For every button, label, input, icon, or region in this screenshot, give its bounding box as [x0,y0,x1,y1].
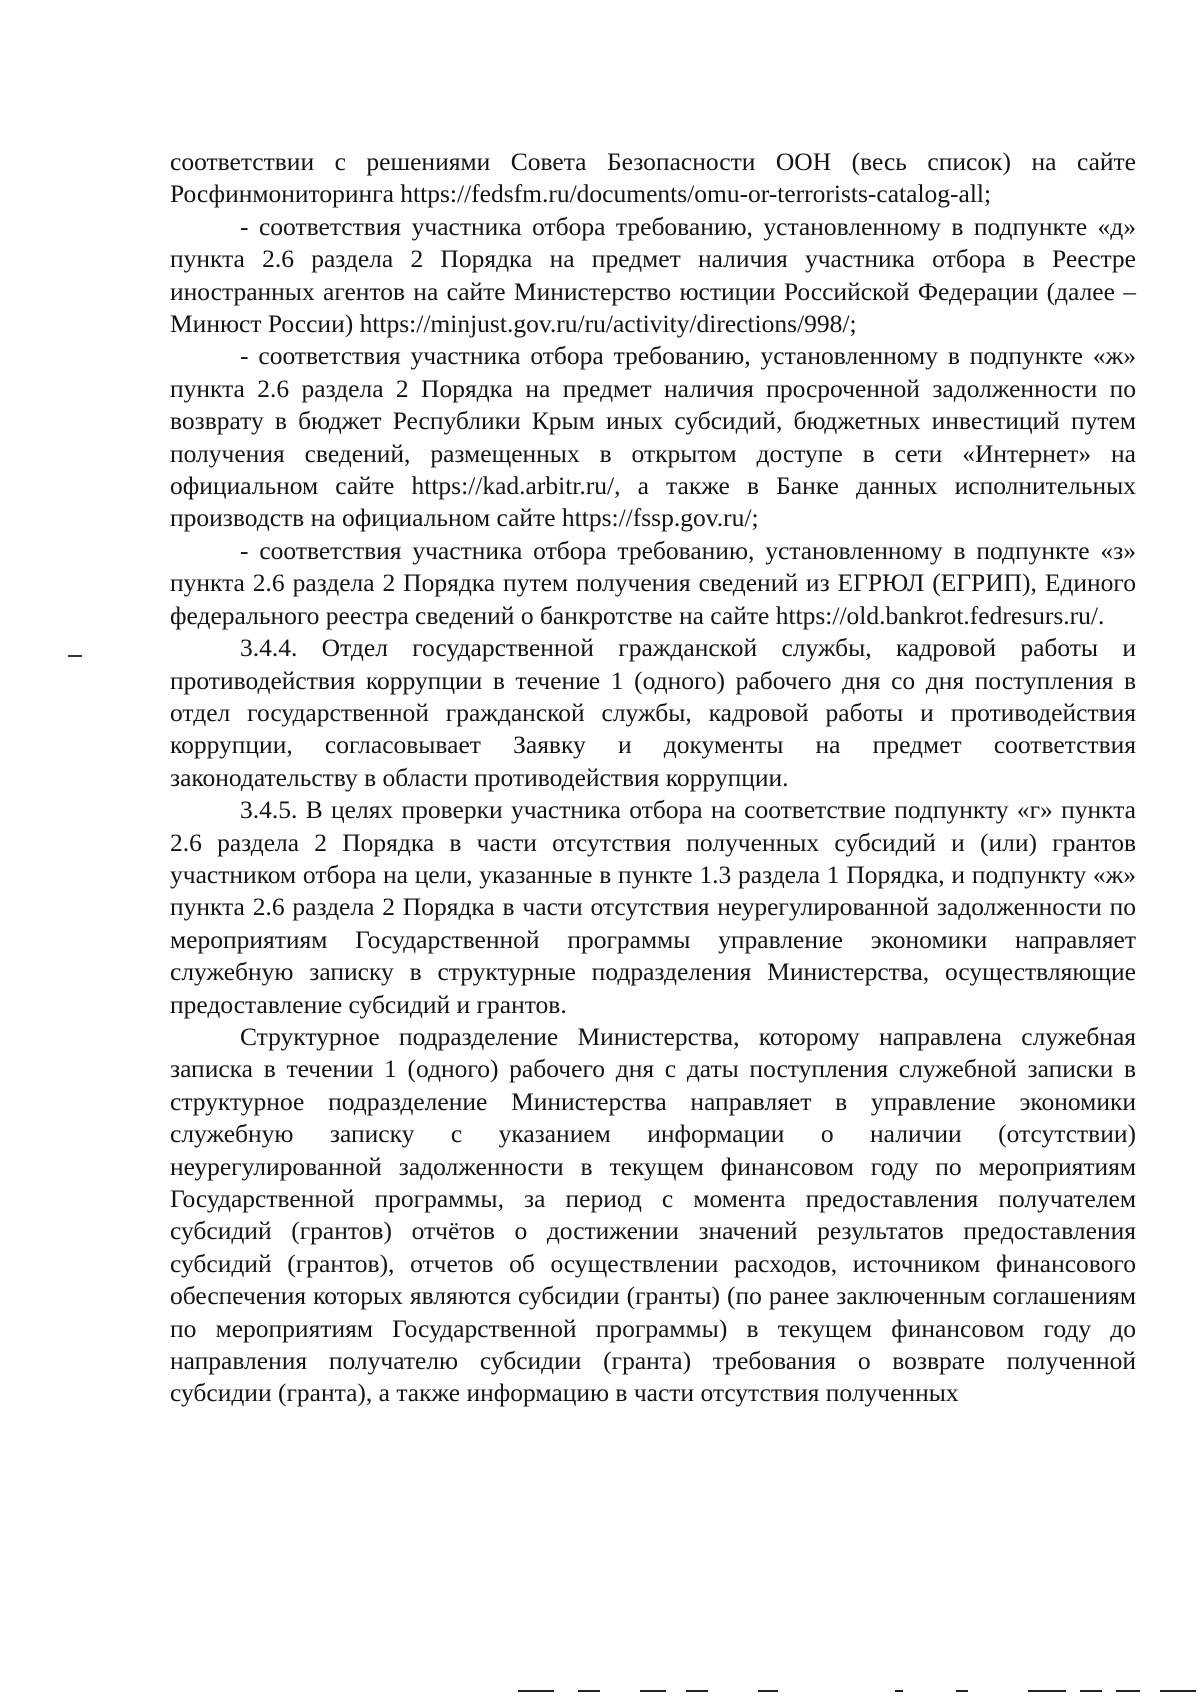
paragraph-foreign-agents-check: - соответствия участника отбора требованию, установленному в подпункте «д» пункта 2.6 раздела 2 Порядка на предмет наличия участника отбора в Реестре иностранных агентов на сайте Министерство юстиции Российской Федерации (далее – Минюст России) https://minjust.gov.ru/ru/activity/directions/998/; [170,211,1136,339]
paragraph-structural-division: Структурное подразделение Министерства, которому направлена служебная записка в течении 1 (одного) рабочего дня с даты поступления служебной записки в структурное подразделение Министерства направляет в управление экономики служебную записку с указанием информации о наличии (отсутствии) неурегулированной задолженности в текущем финансовом году по мероприятиям Государственной программы, за период с момента предоставления получателем субсидий (грантов) отчётов о достижении значений результатов предоставления субсидий (грантов), отчетов об осуществлении расходов, источником финансового обеспечения которых являются субсидии (гранты) (по ранее заключенным соглашениям по мероприятиям Государственной программы) в текущем финансовом году до направления получателю субсидии (гранта) требования о возврате полученной субсидии (гранта), а также информацию в части отсутствия полученных [170,1021,1136,1408]
bottom-scan-artifacts [500,1688,1200,1694]
paragraph-bankruptcy-check: - соответствия участника отбора требованию, установленному в подпункте «з» пункта 2.6 раздела 2 Порядка путем получения сведений из ЕГРЮЛ (ЕГРИП), Единого федерального реестра сведений о банкротстве на сайте https://old.bankrot.fedresurs.ru/. [170,535,1136,630]
scan-edge-mark [68,655,82,657]
document-body [170,146,1136,1410]
paragraph-3-4-4: 3.4.4. Отдел государственной гражданской службы, кадровой работы и противодействия коррупции в течение 1 (одного) рабочего дня со дня поступления в отдел государственной гражданской службы, кадровой работы и противодействия коррупции, согласовывает Заявку и документы на предмет соответствия законодательству в области противодействия коррупции. [170,633,1136,792]
paragraph-3-4-5: 3.4.5. В целях проверки участника отбора на соответствие подпункту «г» пункта 2.6 раздела 2 Порядка в части отсутствия полученных субсидий и (или) грантов участником отбора на цели, указанные в пункте 1.3 раздела 1 Порядка, и подпункту «ж» пункта 2.6 раздела 2 Порядка в части отсутствия неурегулированной задолженности по мероприятиям Государственной программы управление экономики направляет служебную записку в структурные подразделения Министерства, осуществляющие предоставление субсидий и грантов. [170,795,1136,1019]
paragraph-overdue-debt-check: - соответствия участника отбора требованию, установленному в подпункте «ж» пункта 2.6 раздела 2 Порядка на предмет наличия просроченной задолженности по возврату в бюджет Республики Крым иных субсидий, бюджетных инвестиций путем получения сведений, размещенных в открытом доступе в сети «Интернет» на официальном сайте https://kad.arbitr.ru/, а также в Банке данных исполнительных производств на официальном сайте https://fssp.gov.ru/; [170,341,1136,533]
paragraph-sanctions-list: соответствии с решениями Совета Безопасности ООН (весь список) на сайте Росфинмониторинга https://fedsfm.ru/documents/omu-or-terrorists-catalog-all; [170,147,1136,209]
